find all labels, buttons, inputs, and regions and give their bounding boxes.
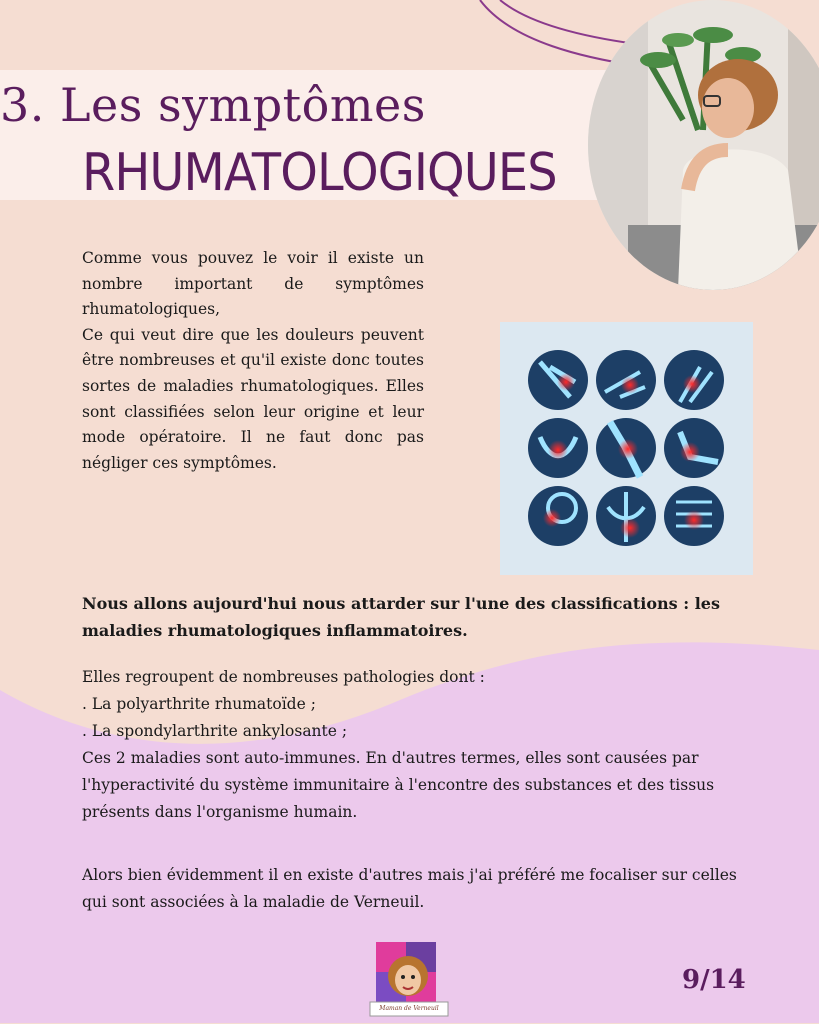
page-title: 3. Les symptômes [0, 78, 426, 132]
joint-circle [596, 486, 656, 546]
joint-circle [528, 418, 588, 478]
page-number: 9/14 [682, 965, 746, 995]
intro-text [82, 246, 424, 476]
logo-caption: Maman de Verneuil [379, 1005, 439, 1012]
list-item: . La spondylarthrite ankylosante ; [82, 722, 348, 740]
joint-circle [528, 486, 588, 546]
lead-statement: Nous allons aujourd'hui nous attarder sur l'une des classifications : les maladies rhumatologiques inflammatoires. [82, 594, 720, 640]
list-item: . La polyarthrite rhumatoïde ; [82, 695, 316, 713]
joint-circle [664, 486, 724, 546]
intro-paragraph-1: Comme vous pouvez le voir il existe un nombre important de symptômes rhumatologiques, [82, 249, 424, 319]
body-paragraph: Ces 2 maladies sont auto-immunes. En d'autres termes, elles sont causées par l'hyperactivité du système immunitaire à l'encontre des substances et des tissus présents dans l'organisme humain. [82, 749, 715, 821]
joint-circle [596, 350, 656, 410]
closing-paragraph: Alors bien évidemment il en existe d'autres mais j'ai préféré me focaliser sur celles qui sont associées à la maladie de Verneuil. [82, 866, 737, 911]
joint-circle [664, 418, 724, 478]
intro-paragraph-2: Ce qui veut dire que les douleurs peuvent être nombreuses et qu'il existe donc toutes sortes de maladies rhumatologiques. Elles sont classifiées selon leur origine et leur mode opératoire. Il ne faut donc pas négliger ces symptômes. [82, 325, 424, 472]
joint-circle [528, 350, 588, 410]
joint-pain-skeleton-grid [500, 322, 753, 575]
joint-circle [664, 350, 724, 410]
body-intro-line: Elles regroupent de nombreuses pathologies dont : [82, 668, 485, 686]
joint-circle [596, 418, 656, 478]
puzzle-avatar-logo [366, 938, 452, 1020]
body-text [82, 664, 752, 826]
page-subtitle: RHUMATOLOGIQUES [82, 143, 557, 203]
